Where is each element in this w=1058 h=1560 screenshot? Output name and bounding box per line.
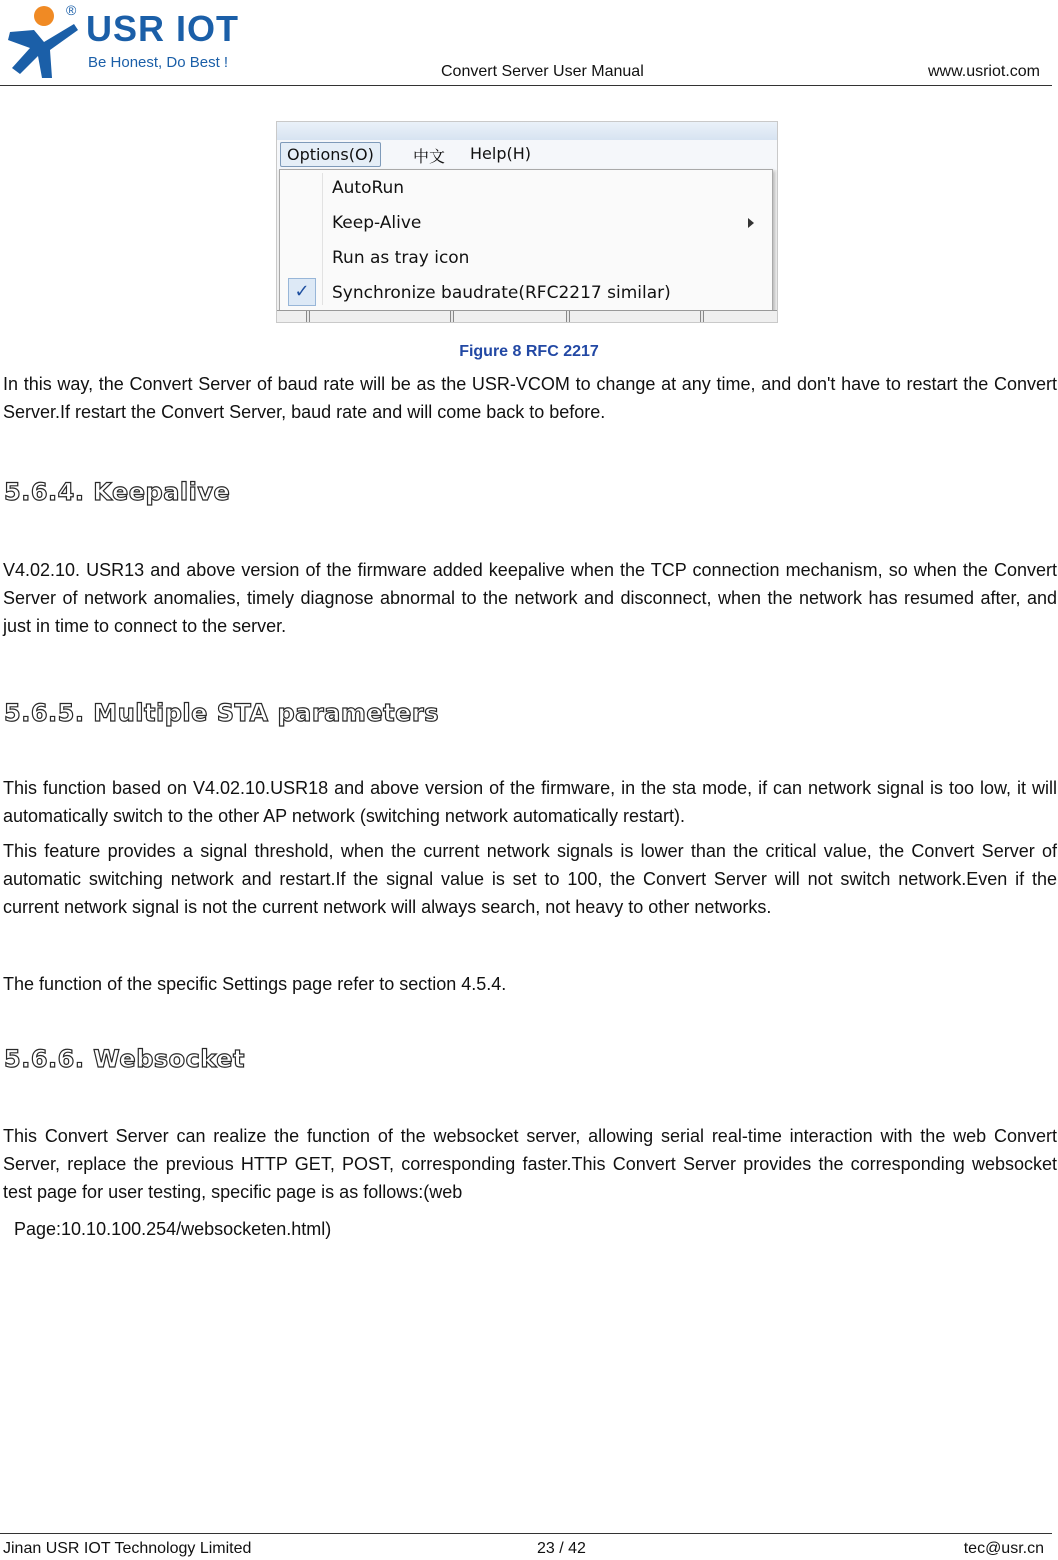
paragraph-sta-3: The function of the specific Settings page refer to section 4.5.4. bbox=[3, 974, 507, 994]
menu-item-tray-icon[interactable]: Run as tray icon bbox=[332, 248, 470, 268]
website-link[interactable]: www.usriot.com bbox=[927, 63, 1040, 80]
menu-gutter bbox=[322, 173, 323, 305]
options-dropdown bbox=[279, 169, 773, 311]
menu-item-autorun[interactable]: AutoRun bbox=[332, 178, 405, 198]
heading-multiple-sta: 5.6.5. Multiple STA parameters bbox=[4, 699, 440, 727]
header-divider bbox=[0, 85, 1052, 86]
tab bbox=[569, 311, 701, 323]
footer-page-number: 23 / 42 bbox=[537, 1540, 586, 1557]
document-title: Convert Server User Manual bbox=[441, 63, 644, 80]
menu-bar bbox=[277, 140, 777, 170]
menu-options[interactable]: Options(O) bbox=[280, 142, 381, 167]
paragraph-websocket: This Convert Server can realize the function of the websocket server, allowing serial real-time interaction with the web Convert Server, replace the previous HTTP GET, POST, corresponding faster.This Convert Server provides the corresponding websocket test page for user testing, specific page is as follows:(web bbox=[3, 1126, 1057, 1202]
figure-caption: Figure 8 RFC 2217 bbox=[459, 343, 599, 360]
footer-email[interactable]: tec@usr.cn bbox=[963, 1540, 1044, 1557]
logo-brand: USR IOT bbox=[86, 8, 240, 49]
footer-divider bbox=[0, 1533, 1052, 1534]
tab bbox=[453, 311, 567, 323]
tab bbox=[309, 311, 451, 323]
submenu-arrow-icon bbox=[748, 218, 754, 228]
menu-chinese[interactable]: 中文 bbox=[413, 147, 446, 166]
tab bbox=[276, 311, 307, 323]
usr-iot-logo bbox=[4, 2, 254, 82]
registered-mark: ® bbox=[66, 2, 77, 18]
menu-item-keep-alive[interactable]: Keep-Alive bbox=[332, 213, 422, 233]
heading-websocket: 5.6.6. Websocket bbox=[4, 1045, 245, 1073]
paragraph-sta-2: This feature provides a signal threshold, when the current network signals is lower than the critical value, the Convert Server of automatic switching network and restart.If the signal value is set to 100, the Convert Server will not switch network.Even if the current network signal is not the current network will always search, not heavy to other networks. bbox=[3, 841, 1057, 917]
paragraph-rfc2217: In this way, the Convert Server of baud rate will be as the USR-VCOM to change at any time, and don't have to restart the Convert Server.If restart the Convert Server, baud rate and will come back to before. bbox=[3, 374, 1057, 422]
tab-strip bbox=[277, 310, 777, 323]
page-header bbox=[0, 0, 1058, 88]
footer-company: Jinan USR IOT Technology Limited bbox=[3, 1540, 252, 1557]
menu-item-sync-baudrate[interactable]: Synchronize baudrate(RFC2217 similar) bbox=[332, 283, 671, 303]
menu-help[interactable]: Help(H) bbox=[470, 144, 531, 163]
checkmark-icon: ✓ bbox=[288, 278, 316, 306]
options-menu-screenshot bbox=[276, 121, 778, 323]
tab bbox=[703, 311, 778, 323]
paragraph-keepalive: V4.02.10. USR13 and above version of the firmware added keepalive when the TCP connection mechanism, so when the Convert Server of network anomalies, timely diagnose abnormal to the network and disconnect, when the network has resumed after, and just in time to connect to the server. bbox=[3, 560, 1057, 636]
logo-tagline: Be Honest, Do Best ! bbox=[88, 54, 229, 71]
heading-keepalive: 5.6.4. Keepalive bbox=[4, 478, 231, 506]
paragraph-sta-1: This function based on V4.02.10.USR18 and above version of the firmware, in the sta mode, if can network signal is too low, it will automatically switch to the other AP network (switching network automatically restart). bbox=[3, 778, 1057, 826]
window-titlebar bbox=[277, 122, 777, 140]
paragraph-websocket-url: Page:10.10.100.254/websocketen.html) bbox=[14, 1219, 332, 1239]
